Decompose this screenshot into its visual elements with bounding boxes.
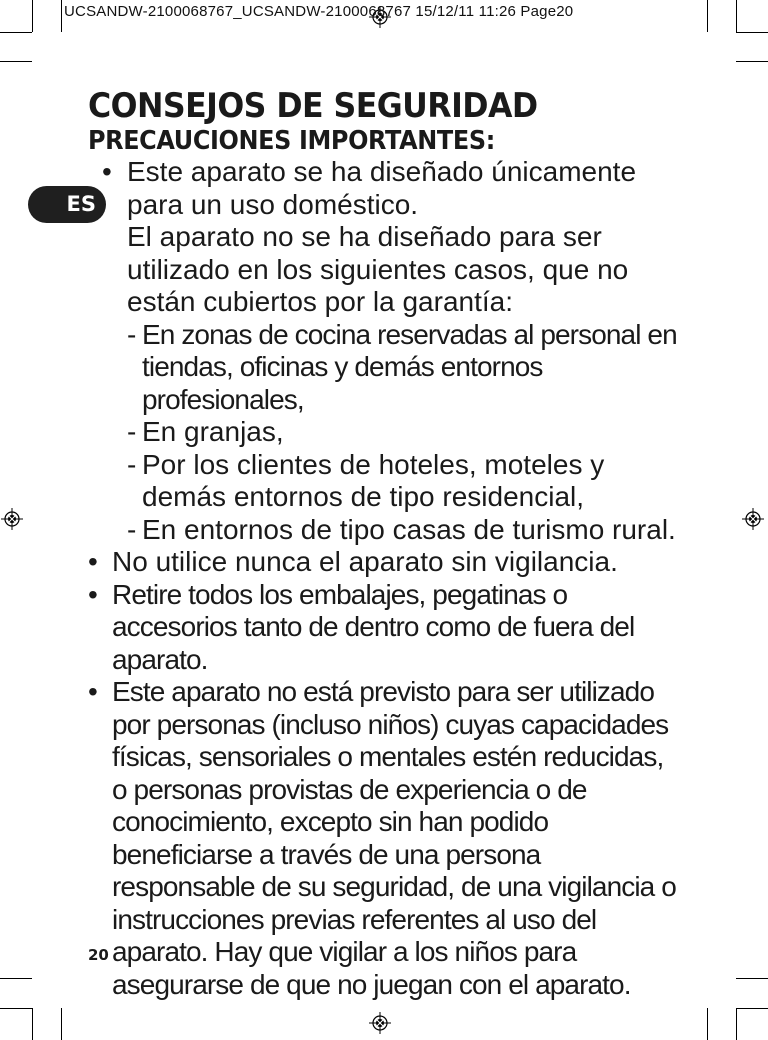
page-number: 20 [88,946,109,964]
crop-mark [61,1008,62,1040]
crop-mark [0,1008,32,1009]
dash-item: - En entornos de tipo casas de turismo rural. [127,514,684,547]
registration-mark-icon [742,508,764,530]
crop-mark [707,1008,708,1040]
list-item-paragraph: El aparato no se ha diseñado para ser utilizado en los siguientes casos, que no están cubiertos por la garantía: [127,221,629,317]
list-item-text: Este aparato se ha diseñado únicamente para un uso doméstico. [127,156,637,220]
list-item [88,676,684,1001]
crop-mark [736,61,768,62]
crop-mark [736,1008,768,1009]
dash-item: - Por los clientes de hoteles, moteles y demás entornos de tipo residencial, [127,449,684,514]
dash-item: - En zonas de cocina reservadas al personal en tiendas, oficinas y demás entornos profesionales, [127,319,684,417]
exclusions-list [127,319,684,547]
list-item-text: Retire todos los embalajes, pegatinas o accesorios tanto de dentro como de fuera del aparato. [112,578,635,675]
crop-mark [32,0,33,32]
section-subtitle: PRECAUCIONES IMPORTANTES: [88,126,495,156]
list-item [88,579,684,677]
list-item [88,546,684,579]
crop-mark [0,978,32,979]
registration-mark-icon [1,508,23,530]
crop-mark [707,0,708,32]
crop-mark [736,978,768,979]
safety-list [88,156,684,1001]
list-item-text: Este aparato no está previsto para ser utilizado por personas (incluso niños) cuyas capacidades físicas, sensoriales o mentales estén reducidas, o personas provistas de experiencia o de conocimiento, excepto sin han podido beneficiarse a través de una persona responsable de su seguridad, de una vigilancia o instrucciones previas referentes al uso del aparato. Hay que vigilar a los niños para asegurarse de que no juegan con el aparato. [112,676,676,1000]
crop-mark [0,32,32,33]
document-body [88,86,684,1001]
crop-mark [736,0,737,32]
page-title: CONSEJOS DE SEGURIDAD [88,86,538,126]
print-slug: UCSANDW-2100068767_UCSANDW-2100068767 15/12/11 11:26 Page20 [64,3,574,20]
crop-mark [61,0,62,32]
language-tab: ES [28,186,106,223]
registration-mark-icon [369,1012,391,1034]
crop-mark [736,1008,737,1040]
dash-item: - En granjas, [127,416,684,449]
list-item [103,156,684,546]
crop-mark [736,32,768,33]
crop-mark [32,1008,33,1040]
crop-mark [0,61,32,62]
list-item-text: No utilice nunca el aparato sin vigilancia. [112,546,618,577]
